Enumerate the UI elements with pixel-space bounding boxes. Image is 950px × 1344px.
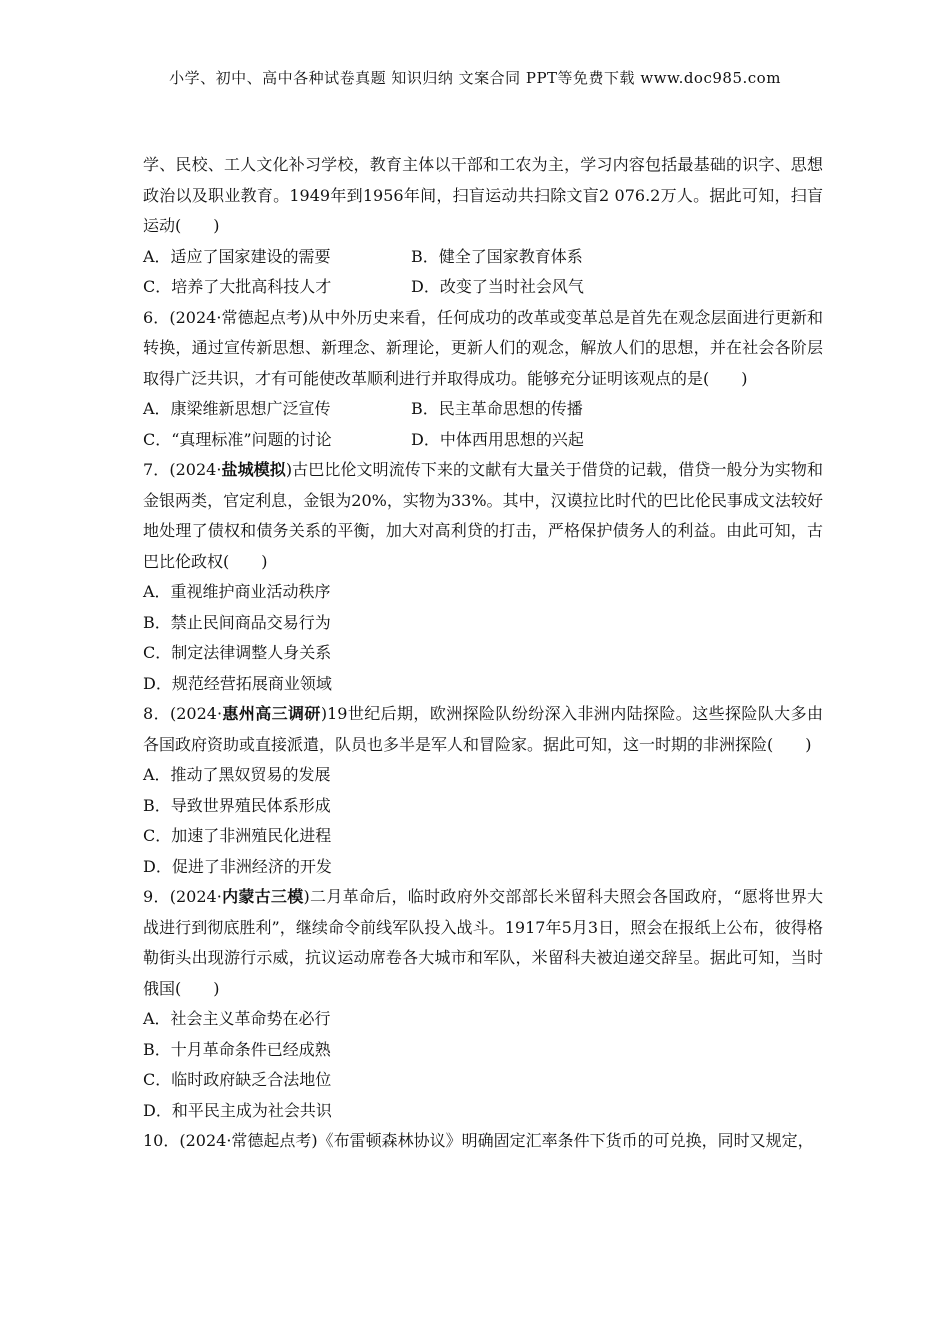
question-9-option-a[interactable]: A．社会主义革命势在必行	[143, 1009, 331, 1028]
question-8-option-a[interactable]: A．推动了黑奴贸易的发展	[143, 765, 331, 784]
question-8-source: 惠州高三调研	[222, 704, 321, 723]
question-5-options-row-1	[143, 242, 823, 273]
question-5-option-a[interactable]: A．适应了国家建设的需要	[143, 246, 331, 266]
question-5	[143, 150, 823, 303]
question-9-option-d[interactable]: D．和平民主成为社会共识	[143, 1100, 332, 1120]
question-8-option-b[interactable]: B．导致世界殖民体系形成	[143, 795, 331, 815]
question-5-option-b[interactable]: B．健全了国家教育体系	[411, 246, 583, 266]
question-9-source-prefix: (2024·	[169, 887, 222, 906]
question-10	[143, 1126, 823, 1157]
question-6-option-c[interactable]: C．“真理标准”问题的讨论	[143, 429, 332, 449]
question-6-option-d[interactable]: D．中体西用思想的兴起	[411, 429, 584, 449]
question-7-source-suffix: )	[285, 460, 293, 479]
question-6-options-row-1	[143, 394, 823, 425]
question-10-number: 10．	[143, 1131, 180, 1150]
page-content	[143, 150, 823, 1157]
question-5-option-d[interactable]: D．改变了当时社会风气	[411, 277, 584, 296]
question-8-option-d[interactable]: D．促进了非洲经济的开发	[143, 856, 332, 876]
question-7-option-c[interactable]: C．制定法律调整人身关系	[143, 643, 332, 662]
question-7-source-prefix: (2024·	[169, 460, 222, 479]
question-10-stem	[143, 1126, 823, 1157]
question-6-text: 从中外历史来看，任何成功的改革或变革总是首先在观念层面进行更新和转换，通过宣传新思想、新理念、新理论，更新人们的观念，解放人们的思想，并在社会各阶层取得广泛共识，才有可能使改革顺利进行并取得成功。能够充分证明该观点的是( )	[143, 307, 823, 388]
question-8-number: 8．	[143, 704, 170, 723]
question-6-number: 6．	[143, 307, 170, 327]
question-8-source-prefix: (2024·	[169, 704, 223, 723]
question-6-options-row-2	[143, 425, 823, 456]
question-9	[143, 882, 823, 1126]
question-7-source: 盐城模拟	[221, 460, 286, 479]
question-9-source: 内蒙古三模	[221, 887, 304, 906]
question-5-option-c[interactable]: C．培养了大批高科技人才	[143, 277, 332, 296]
question-8-stem	[143, 699, 823, 760]
question-7-number: 7．	[143, 460, 170, 479]
question-9-number: 9．	[143, 887, 170, 906]
question-9-stem	[143, 882, 823, 1004]
question-5-text: 学、民校、工人文化补习学校，教育主体以干部和工农为主，学习内容包括最基础的识字、思想政治以及职业教育。1949年到1956年间，扫盲运动共扫除文盲2 076.2万人。据此可知，扫盲运动( )	[143, 155, 823, 235]
question-8-option-c[interactable]: C．加速了非洲殖民化进程	[143, 826, 332, 845]
question-8-text: 19世纪后期，欧洲探险队纷纷深入非洲内陆探险。这些探险队大多由各国政府资助或直接派遣，队员也多半是军人和冒险家。据此可知，这一时期的非洲探险( )	[143, 704, 823, 754]
question-6	[143, 303, 823, 456]
question-8-source-suffix: )	[320, 704, 328, 723]
question-5-options-row-2	[143, 272, 823, 303]
question-9-option-b[interactable]: B．十月革命条件已经成熟	[143, 1039, 331, 1059]
question-7	[143, 455, 823, 699]
question-9-source-suffix: )	[303, 887, 310, 906]
question-7-text: 古巴比伦文明流传下来的文献有大量关于借贷的记载，借贷一般分为实物和金银两类，官定利息，金银为20%，实物为33%。其中，汉谟拉比时代的巴比伦民事成文法较好地处理了债权和债务关系的平衡，加大对高利贷的打击，严格保护债务人的利益。由此可知，古巴比伦政权( )	[143, 460, 823, 571]
question-10-text: 《布雷顿森林协议》明确固定汇率条件下货币的可兑换，同时又规定，	[317, 1131, 814, 1150]
question-10-source: (2024·常德起点考)	[179, 1131, 318, 1150]
question-6-source: (2024·常德起点考)	[169, 307, 309, 327]
page-header: 小学、初中、高中各种试卷真题 知识归纳 文案合同 PPT等免费下载 www.doc985.com	[169, 69, 781, 87]
question-7-option-a[interactable]: A．重视维护商业活动秩序	[143, 582, 331, 601]
question-6-stem	[143, 303, 823, 395]
question-9-option-c[interactable]: C．临时政府缺乏合法地位	[143, 1070, 332, 1089]
question-9-text: 二月革命后，临时政府外交部部长米留科夫照会各国政府，“愿将世界大战进行到彻底胜利”，继续命令前线军队投入战斗。1917年5月3日，照会在报纸上公布，彼得格勒街头出现游行示威，抗议运动席卷各大城市和军队，米留科夫被迫递交辞呈。据此可知，当时俄国( )	[143, 887, 823, 998]
question-6-option-a[interactable]: A．康梁维新思想广泛宣传	[143, 399, 331, 418]
question-6-option-b[interactable]: B．民主革命思想的传播	[411, 399, 583, 418]
question-7-option-b[interactable]: B．禁止民间商品交易行为	[143, 612, 331, 632]
question-8	[143, 699, 823, 882]
question-7-stem	[143, 455, 823, 577]
question-7-option-d[interactable]: D．规范经营拓展商业领域	[143, 673, 332, 693]
